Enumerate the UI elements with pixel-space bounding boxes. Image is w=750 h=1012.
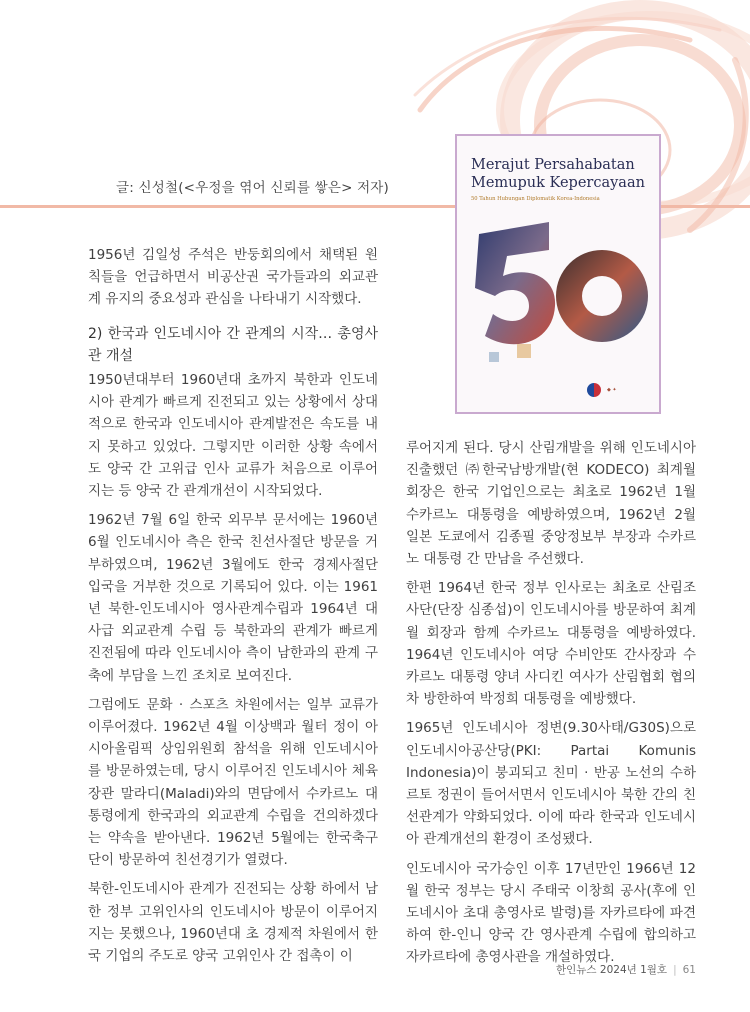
paragraph: 1950년대부터 1960년대 초까지 북한과 인도네시아 관계가 빠르게 진전되고 있는 상황에서 상대적으로 한국과 인도네시아 관계발전은 속도를 내지 못하고 있었다. 그렇지만 이러한 상황 속에서도 양국 간 고위급 인사 교류가 처음으로 이루어지는 등 양국 간 관계개선이 시작되었다. [88,372,378,500]
paragraph: 루어지게 된다. 당시 산림개발을 위해 인도네시아 진출했던 ㈜한국남방개발(현 KODECO) 최계월 회장은 한국 기업인으로는 최초로 1962년 1월 수카르노 대통령을 예방하였으며, 1962년 2월 일본 도쿄에서 김종필 중앙정보부 부장과 수카르노 대통령 간 만남을 주선했다. [406,440,696,568]
paragraph: 북한-인도네시아 관계가 진전되는 상황 하에서 남한 정부 고위인사의 인도네시아 방문이 이루어지지는 못했으나, 1960년대 초 경제적 차원에서 한국 기업의 주도로 양국 고위인사 간 접촉이 이 [88,881,378,965]
publication-name: 한인뉴스 2024년 1월호 [556,964,668,976]
page-footer [556,962,696,977]
paragraph: 1965년 인도네시아 정변(9.30사태/G30S)으로 인도네시아공산당(PKI: Partai Komunis Indonesia)이 붕괴되고 친미 · 반공 노선의 수하르토 정권이 들어서면서 인도네시아 북한 간의 친선관계가 약화되었다. 이에 따라 한국과 인도네시아 관계개선의 환경이 조성됐다. [406,720,696,848]
book-title-line1: Merajut Persahabatan [471,157,635,173]
right-text-column [406,437,696,976]
section-heading: 2) 한국과 인도네시아 간 관계의 시작… 총영사관 개설 [88,325,378,364]
korea-emblem-icon [587,383,601,397]
book-subtitle: 50 Tahun Hubungan Diplomatik Korea-Indonesia [471,196,600,202]
paragraph: 인도네시아 국가승인 이후 17년만인 1966년 12월 한국 정부는 당시 주태국 이창희 공사(후에 인도네시아 초대 총영사로 발령)를 자카르타에 파견하여 한-인니 양국 간 영사관계 수립에 합의하고 자카르타에 총영사관을 개설하였다. [406,860,696,966]
book-title [471,156,655,192]
author-byline: 글: 신성철(<우정을 엮어 신뢰를 쌓은> 저자) [116,180,390,196]
paragraph: 그럼에도 문화 · 스포츠 차원에서는 일부 교류가 이루어졌다. 1962년 4월 이상백과 월터 정이 아시아올림픽 상임위원회 참석을 위해 인도네시아를 방문하였는데, 당시 이루어진 인도네시아 체육장관 말라디(Maladi)와의 면담에서 수카르노 대통령에게 한국과의 외교관계 수립을 건의하겠다는 약속을 받아낸다. 1962년 5월에는 한국축구단이 방문하여 친선경기가 열렸다. [88,696,378,869]
book-title-line2: Memupuk Kepercayaan [471,175,645,191]
publisher-logo: ◆ ✦ [607,387,617,393]
left-text-column [88,244,378,974]
page-number: 61 [682,964,696,976]
footer-separator: | [673,964,677,976]
book-cover-image [455,134,661,414]
paragraph: 1956년 김일성 주석은 반둥회의에서 채택된 원칙들을 언급하면서 비공산권 국가들과의 외교관계 유지의 중요성과 관심을 나타내기 시작했다. [88,247,378,308]
paragraph: 1962년 7월 6일 한국 외무부 문서에는 1960년 6월 인도네시아 측은 한국 친선사절단 방문을 거부하였으며, 1962년 3월에도 한국 경제사절단 입국을 거부한 것으로 기록되어 있다. 이는 1961년 북한-인도네시아 영사관계수립과 1964년 대사급 외교관계 수립 등 북한과의 관계가 빠르게 진전됨에 따라 인도네시아 측이 남한과의 관계 구축에 부담을 느낀 조치로 보여진다. [88,512,378,684]
paragraph: 한편 1964년 한국 정부 인사로는 최초로 산림조사단(단장 심종섭)이 인도네시아를 방문하여 최계월 회장과 함께 수카르노 대통령을 예방하였다. 1964년 인도네시아 여당 수비안또 간사장과 수카르노 대통령 양녀 사디킨 여사가 산림협회 협의차 방한하여 박정희 대통령을 예방했다. [406,580,696,708]
fifty-photo-collage-icon [457,214,659,374]
